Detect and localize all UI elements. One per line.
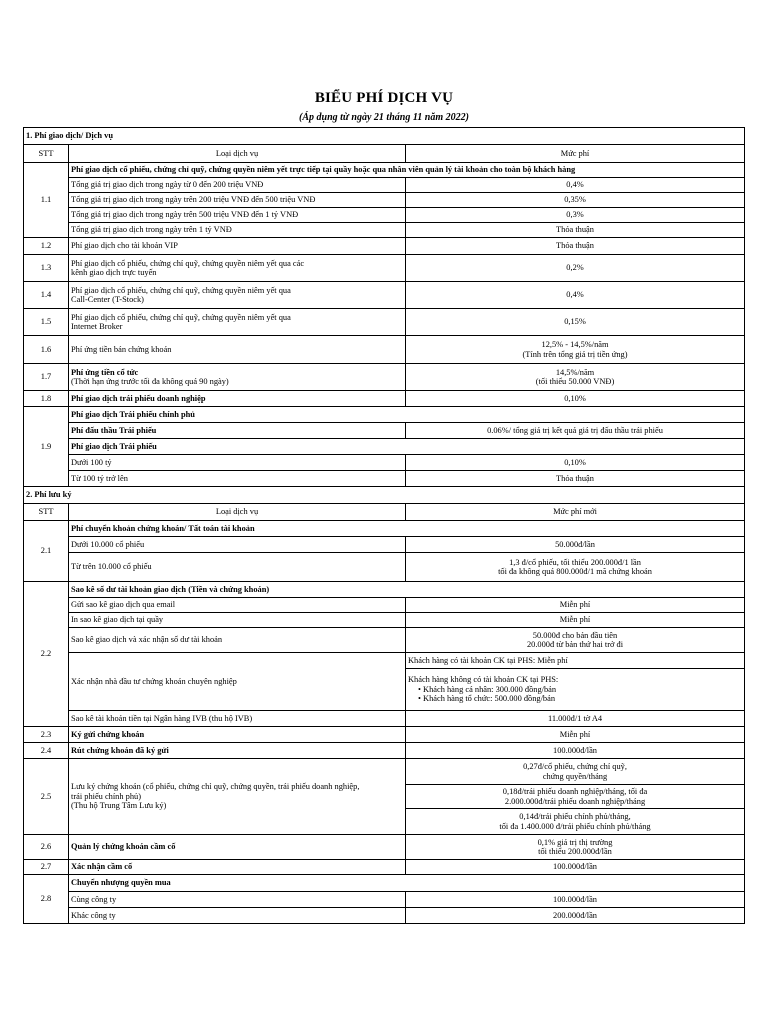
col-header-service: Loại dịch vụ <box>69 504 406 521</box>
fee-line: (Tính trên tổng giá trị tiền ứng) <box>522 349 628 359</box>
service-line: Phí giao dịch cổ phiếu, chứng chỉ quỹ, chứng quyền niêm yết qua các <box>71 258 305 268</box>
column-header-row <box>24 145 745 163</box>
table-row <box>24 407 745 423</box>
section-header <box>24 487 745 504</box>
fee-line: 12,5% - 14,5%/năm <box>541 340 609 350</box>
table-row <box>24 471 745 487</box>
row-fee: 200.000đ/lần <box>406 908 745 924</box>
row-fee: 0.06%/ tổng giá trị kết quả giá trị đấu thầu trái phiếu <box>406 423 745 439</box>
service-line: Phí giao dịch cổ phiếu, chứng chỉ quỹ, chứng quyền niêm yết qua <box>71 285 291 295</box>
row-service: Dưới 10.000 cổ phiếu <box>69 537 406 553</box>
row-service: Từ 100 tỷ trở lên <box>69 471 406 487</box>
table-row <box>24 439 745 455</box>
fee-line: 2.000.000đ/trái phiếu doanh nghiệp/tháng <box>504 796 646 806</box>
row-fee: Miễn phí <box>406 613 745 628</box>
row-fee: 0,15% <box>406 309 745 336</box>
table-row <box>24 553 745 582</box>
row-stt: 1.3 <box>24 255 69 282</box>
table-row <box>24 178 745 193</box>
row-fee <box>406 835 745 860</box>
row-service: Gửi sao kê giao dịch qua email <box>69 598 406 613</box>
row-service <box>69 759 406 835</box>
row-fee: Khách hàng có tài khoản CK tại PHS: Miễn phí <box>406 653 745 669</box>
service-line: kênh giao dịch trực tuyến <box>71 268 157 277</box>
row-service: Ký gửi chứng khoán <box>69 727 406 743</box>
row-stt: 1.4 <box>24 282 69 309</box>
service-line: Phí ứng tiền cổ tức <box>71 367 139 377</box>
service-line: Lưu ký chứng khoán (cổ phiếu, chứng chỉ quỹ, chứng quyền, trái phiếu doanh nghiệp, <box>71 782 360 792</box>
row-fee: 50.000đ/lần <box>406 537 745 553</box>
row-stt: 1.9 <box>24 407 69 487</box>
column-header-row <box>24 504 745 521</box>
table-row <box>24 521 745 537</box>
table-row <box>24 336 745 364</box>
row-service: Phí giao dịch cho tài khoản VIP <box>69 238 406 255</box>
col-header-service: Loại dịch vụ <box>69 145 406 163</box>
table-row <box>24 238 745 255</box>
row-fee: 100.000đ/lần <box>406 743 745 759</box>
service-line: Phí giao dịch cổ phiếu, chứng chỉ quỹ, chứng quyền niêm yết qua <box>71 312 291 322</box>
table-row <box>24 223 745 238</box>
service-line: (Thu hộ Trung Tâm Lưu ký) <box>71 801 167 811</box>
col-header-stt: STT <box>24 145 69 163</box>
table-row <box>24 582 745 598</box>
row-service: Tổng giá trị giao dịch trong ngày từ 0 đến 200 triệu VNĐ <box>69 178 406 193</box>
row-stt: 1.6 <box>24 336 69 364</box>
table-row <box>24 727 745 743</box>
table-row <box>24 711 745 727</box>
row-fee <box>406 553 745 582</box>
row-fee: 0,4% <box>406 282 745 309</box>
row-service: Phí giao dịch trái phiếu doanh nghiệp <box>69 391 406 407</box>
fee-line: 0,14đ/trái phiếu chính phủ/tháng, <box>519 812 631 822</box>
table-row <box>24 423 745 439</box>
section-header <box>24 128 745 145</box>
row-service: Dưới 100 tỷ <box>69 455 406 471</box>
row-service: Tổng giá trị giao dịch trong ngày trên 200 triệu VNĐ đến 500 triệu VNĐ <box>69 193 406 208</box>
row-fee: 0,3% <box>406 208 745 223</box>
table-row <box>24 282 745 309</box>
section-title: 1. Phí giao dịch/ Dịch vụ <box>24 128 745 145</box>
row-service: Quản lý chứng khoán cầm cố <box>69 835 406 860</box>
row-stt: 2.4 <box>24 743 69 759</box>
row-fee: Thỏa thuận <box>406 223 745 238</box>
table-row <box>24 193 745 208</box>
row-fee: 100.000đ/lần <box>406 860 745 875</box>
fee-line: 14,5%/năm <box>555 367 595 377</box>
page-title: BIỂU PHÍ DỊCH VỤ <box>314 90 454 106</box>
row-stt: 1.1 <box>24 163 69 238</box>
row-fee: Thỏa thuận <box>406 238 745 255</box>
row-fee <box>406 809 745 835</box>
row-stt: 2.5 <box>24 759 69 835</box>
row-fee: 0,2% <box>406 255 745 282</box>
row-service: Sao kê tài khoản tiền tại Ngân hàng IVB (thu hộ IVB) <box>69 711 406 727</box>
row-service <box>69 364 406 391</box>
table-row <box>24 908 745 924</box>
table-row <box>24 537 745 553</box>
fee-line: tối đa 1.400.000 đ/trái phiếu chính phủ/tháng <box>499 821 651 831</box>
row-group-head: Sao kê số dư tài khoản giao dịch (Tiền và chứng khoán) <box>69 582 745 598</box>
row-fee: 0,4% <box>406 178 745 193</box>
row-stt: 1.2 <box>24 238 69 255</box>
fee-table <box>23 127 745 924</box>
table-row <box>24 255 745 282</box>
fee-line: 0,18đ/trái phiếu doanh nghiệp/tháng, tối đa <box>502 787 648 797</box>
row-service: Cùng công ty <box>69 892 406 908</box>
row-fee <box>406 364 745 391</box>
service-line: trái phiếu chính phủ) <box>71 791 142 801</box>
table-row <box>24 892 745 908</box>
table-row <box>24 598 745 613</box>
table-row <box>24 759 745 785</box>
service-line: Internet Broker <box>71 322 123 331</box>
table-row <box>24 455 745 471</box>
row-service <box>69 282 406 309</box>
table-row <box>24 309 745 336</box>
row-service <box>69 309 406 336</box>
row-service: Phí đấu thầu Trái phiếu <box>69 423 406 439</box>
fee-option-list <box>408 685 742 704</box>
row-fee: 0,10% <box>406 455 745 471</box>
row-stt: 1.8 <box>24 391 69 407</box>
row-group-head: Phí giao dịch Trái phiếu chính phủ <box>69 407 745 423</box>
list-item: • Khách hàng tổ chức: 500.000 đồng/bản <box>418 694 742 703</box>
table-row <box>24 743 745 759</box>
fee-line: chứng quyền/tháng <box>542 771 608 781</box>
row-service: In sao kê giao dịch tại quầy <box>69 613 406 628</box>
table-row <box>24 875 745 892</box>
row-service: Sao kê giao dịch và xác nhận số dư tài khoản <box>69 628 406 653</box>
col-header-fee: Mức phí <box>406 145 745 163</box>
row-fee <box>406 628 745 653</box>
fee-line: tối thiểu 200.000đ/lần <box>538 847 612 856</box>
table-row <box>24 208 745 223</box>
table-row <box>24 860 745 875</box>
row-service: Phí ứng tiền bán chứng khoán <box>69 336 406 364</box>
fee-line: 50.000đ cho bản đầu tiên <box>532 630 618 640</box>
row-service: Rút chứng khoán đã ký gửi <box>69 743 406 759</box>
row-fee: 100.000đ/lần <box>406 892 745 908</box>
fee-line: 1,3 đ/cổ phiếu, tối thiểu 200.000đ/1 lần <box>509 557 641 567</box>
row-fee <box>406 785 745 809</box>
table-row <box>24 628 745 653</box>
row-fee: 0,35% <box>406 193 745 208</box>
col-header-stt: STT <box>24 504 69 521</box>
fee-line: Khách hàng không có tài khoản CK tại PHS: <box>408 675 559 685</box>
row-fee: Miễn phí <box>406 598 745 613</box>
fee-line: 0,27đ/cổ phiếu, chứng chỉ quỹ, <box>523 762 627 772</box>
fee-line: 20.000đ từ bản thứ hai trở đi <box>526 640 624 649</box>
row-stt: 2.7 <box>24 860 69 875</box>
list-item: • Khách hàng cá nhân: 300.000 đồng/bản <box>418 685 742 694</box>
row-service: Xác nhận nhà đầu tư chứng khoán chuyên nghiệp <box>69 653 406 711</box>
row-fee: 0,10% <box>406 391 745 407</box>
row-stt: 2.1 <box>24 521 69 582</box>
section-title: 2. Phí lưu ký <box>24 487 745 504</box>
row-stt: 2.2 <box>24 582 69 727</box>
row-service: Từ trên 10.000 cổ phiếu <box>69 553 406 582</box>
row-service: Khác công ty <box>69 908 406 924</box>
row-fee <box>406 669 745 711</box>
table-row <box>24 163 745 178</box>
row-stt: 1.7 <box>24 364 69 391</box>
row-fee: Miễn phí <box>406 727 745 743</box>
row-stt: 1.5 <box>24 309 69 336</box>
row-stt: 2.8 <box>24 875 69 924</box>
row-group-head: Phí giao dịch cổ phiếu, chứng chỉ quỹ, chứng quyền niêm yết trực tiếp tại quầy hoặc qua nhân viên quản lý tài khoản cho toàn bộ khách hàng <box>69 163 745 178</box>
row-fee <box>406 759 745 785</box>
table-row <box>24 391 745 407</box>
fee-line: 0,1% giá trị thị trường <box>537 837 613 847</box>
table-row <box>24 835 745 860</box>
row-fee <box>406 336 745 364</box>
fee-line: tối đa không quá 800.000đ/1 mã chứng khoán <box>498 567 652 576</box>
service-line: (Thời hạn ứng trước tối đa không quá 90 ngày) <box>71 377 229 386</box>
table-row <box>24 613 745 628</box>
table-row <box>24 364 745 391</box>
table-row <box>24 653 745 669</box>
row-stt: 2.6 <box>24 835 69 860</box>
row-group-head: Phí giao dịch Trái phiếu <box>69 439 745 455</box>
row-stt: 2.3 <box>24 727 69 743</box>
row-service: Xác nhận cầm cố <box>69 860 406 875</box>
row-group-head: Chuyển nhượng quyền mua <box>69 875 745 892</box>
row-group-head: Phí chuyển khoản chứng khoán/ Tất toán tài khoản <box>69 521 745 537</box>
row-service <box>69 255 406 282</box>
page-subtitle: (Áp dụng từ ngày 21 tháng 11 năm 2022) <box>299 112 469 123</box>
row-service: Tổng giá trị giao dịch trong ngày trên 500 triệu VNĐ đến 1 tỷ VNĐ <box>69 208 406 223</box>
service-line: Call-Center (T-Stock) <box>71 295 144 304</box>
row-fee: Thỏa thuận <box>406 471 745 487</box>
fee-line: (tối thiểu 50.000 VNĐ) <box>535 377 615 386</box>
col-header-fee: Mức phí mới <box>406 504 745 521</box>
row-service: Tổng giá trị giao dịch trong ngày trên 1 tỷ VNĐ <box>69 223 406 238</box>
row-fee: 11.000đ/1 tờ A4 <box>406 711 745 727</box>
